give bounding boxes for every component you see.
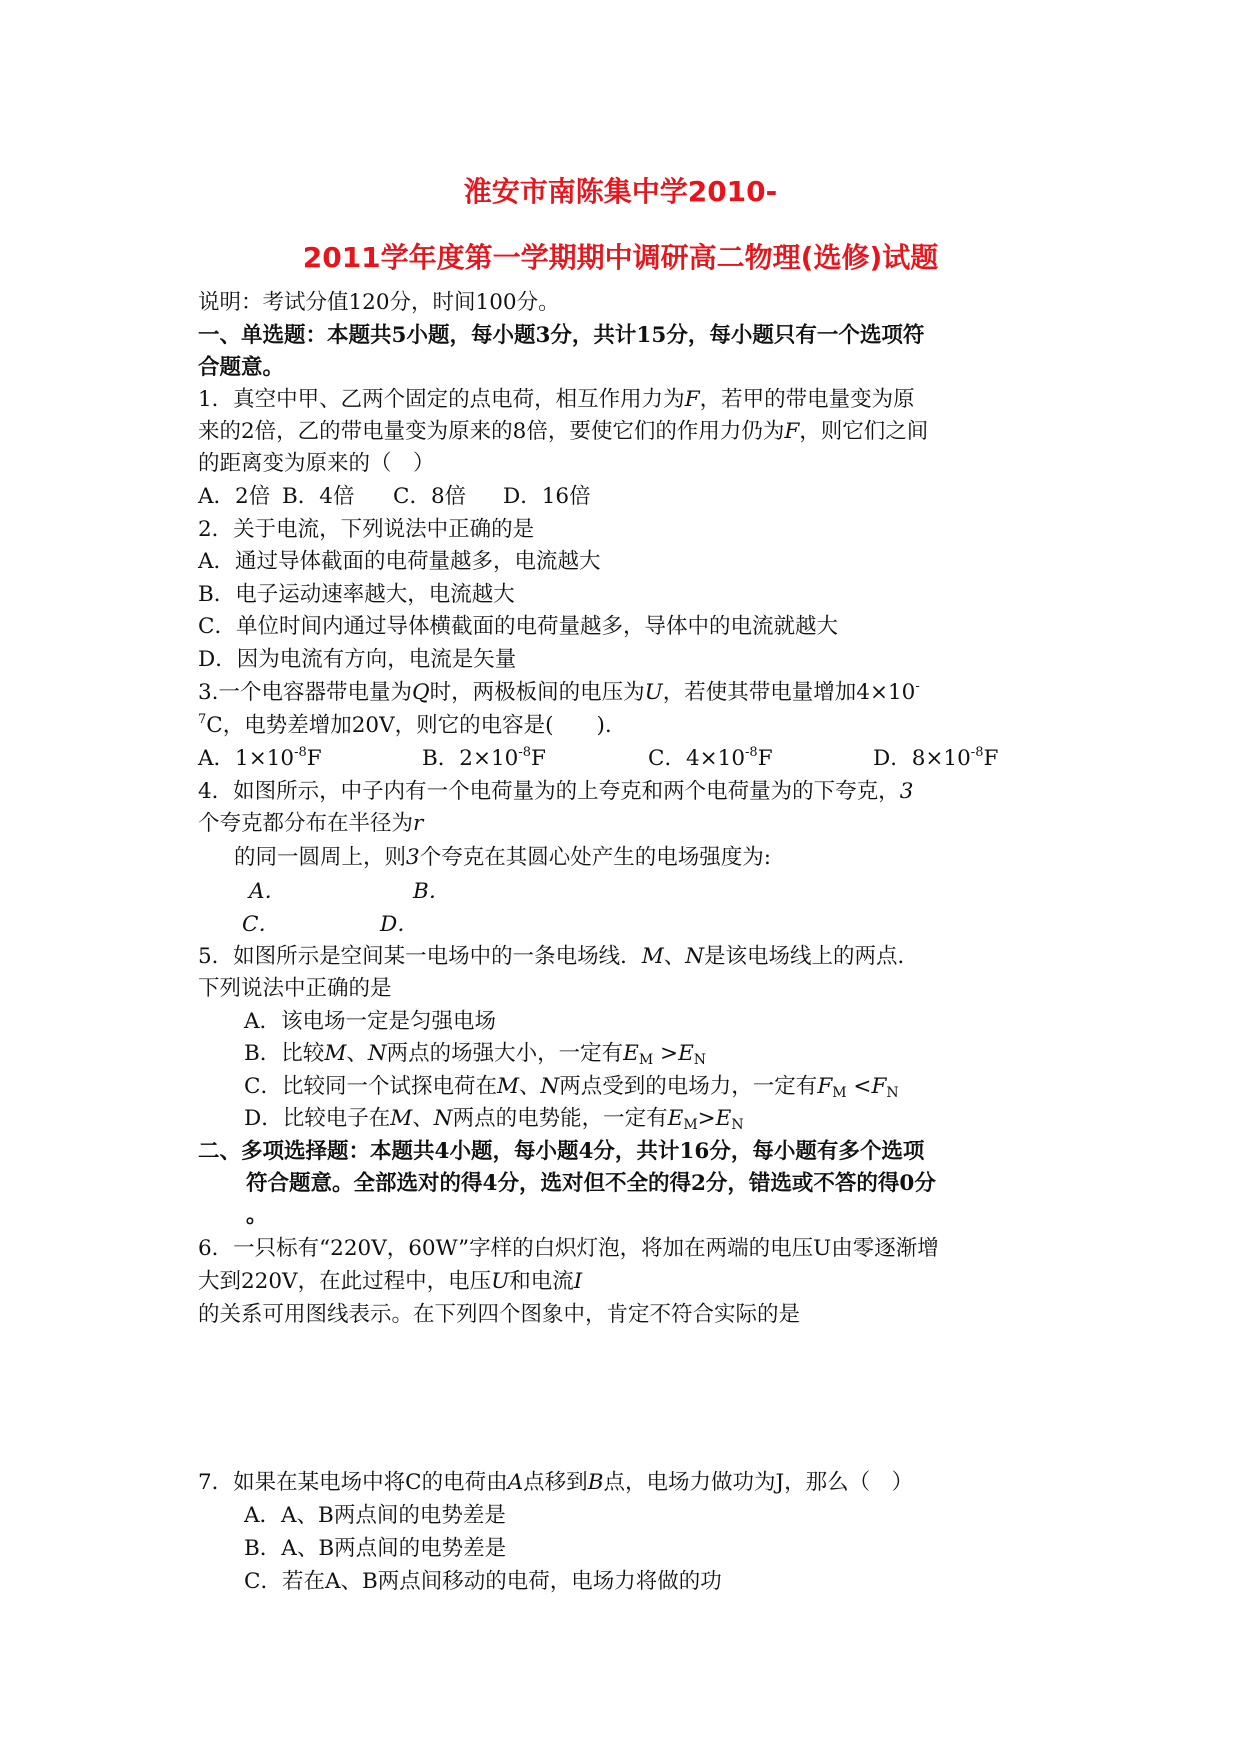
q2-option-a: A．通过导体截面的电荷量越多，电流越大: [198, 549, 601, 574]
q5-option-b: B．比较M、N两点的场强大小，一定有$E_M >E_N$: [244, 1041, 707, 1068]
section2-heading-line2: 符合题意。全部选对的得4分，选对但不全的得2分，错选或不答的得0分: [246, 1171, 936, 1196]
q1-option-c: C．8倍: [393, 484, 467, 509]
q4-option-d: D．: [380, 912, 419, 937]
q1-stem-line2: 来的2倍，乙的带电量变为原来的8倍，要使它们的作用力仍为F，则它们之间: [198, 419, 929, 444]
section2-heading-line1: 二、多项选择题：本题共4小题，每小题4分，共计16分，每小题有多个选项: [198, 1139, 925, 1164]
exam-title-line2: 2011学年度第一学期期中调研高二物理(选修)试题: [302, 241, 939, 274]
q3-option-b: B．$2\times 10^{-8}F$: [422, 745, 546, 771]
q5-stem-line2: 下列说法中正确的是: [198, 976, 392, 1001]
section1-heading-line2: 合题意。: [198, 355, 285, 380]
q7-option-a: A．A、B两点间的电势差是: [244, 1503, 506, 1528]
q3-stem-line2: $^7$C，电势差增加20V，则它的电容是( ).: [198, 712, 612, 738]
q4-stem-line3: 的同一圆周上，则3个夸克在其圆心处产生的电场强度为:: [234, 845, 771, 870]
q4-option-a: A．: [249, 879, 287, 904]
q1-option-a: A．2倍: [198, 484, 271, 509]
section1-heading-line1: 一、单选题：本题共5小题，每小题3分，共计15分，每小题只有一个选项符: [198, 323, 925, 348]
q3-option-c: C．$4\times 10^{-8}F$: [648, 745, 773, 771]
q7-option-c: C．若在A、B两点间移动的电荷，电场力将做的功: [244, 1569, 722, 1594]
q3-option-a: A．$1\times 10^{-8}F$: [198, 745, 322, 771]
q5-option-c: C．比较同一个试探电荷在M、N两点受到的电场力，一定有$F_M <F_N$: [244, 1074, 899, 1101]
q4-option-c: C．: [242, 912, 280, 937]
q2-option-b: B．电子运动速率越大，电流越大: [198, 582, 515, 607]
q2-stem: 2．关于电流，下列说法中正确的是: [198, 517, 535, 542]
q5-stem-line1: 5．如图所示是空间某一电场中的一条电场线．M、N是该电场线上的两点．: [198, 944, 920, 969]
q3-stem-line1: 3.一个电容器带电量为Q时，两极板间的电压为U，若使其带电量增加4×10-: [198, 679, 920, 705]
q1-option-d: D．16倍: [503, 484, 591, 509]
exam-title-line1: 淮安市南陈集中学2010-: [463, 175, 778, 208]
q1-stem-line1: 1．真空中甲、乙两个固定的点电荷，相互作用力为F，若甲的带电量变为原: [198, 387, 915, 412]
q4-stem-line2: 个夸克都分布在半径为r: [198, 811, 424, 836]
q5-option-d: D．比较电子在M、N两点的电势能，一定有$E_M>E_N$: [244, 1106, 744, 1133]
q6-stem-line2: 大到220V，在此过程中，电压U和电流I: [198, 1269, 583, 1294]
q4-stem-line1: 4．如图所示，中子内有一个电荷量为的上夸克和两个电荷量为的下夸克，3: [198, 779, 914, 804]
q2-option-d: D．因为电流有方向，电流是矢量: [198, 647, 517, 672]
section2-heading-line3: 。: [246, 1203, 268, 1228]
q1-option-b: B．4倍: [282, 484, 355, 509]
q6-stem-line3: 的关系可用图线表示。在下列四个图象中，肯定不符合实际的是: [198, 1302, 801, 1327]
q7-stem: 7．如果在某电场中将C的电荷由A点移到B点，电场力做功为J，那么（ ）: [198, 1470, 914, 1495]
q2-option-c: C．单位时间内通过导体横截面的电荷量越多，导体中的电流就越大: [198, 614, 838, 639]
q4-option-b: B．: [413, 879, 451, 904]
q5-option-a: A．该电场一定是匀强电场: [244, 1009, 497, 1034]
q1-stem-line3: 的距离变为原来的（ ）: [198, 451, 435, 476]
q7-option-b: B．A、B两点间的电势差是: [244, 1536, 507, 1561]
q3-option-d: D．$8\times 10^{-8}F$: [873, 745, 999, 771]
exam-intro: 说明：考试分值120分，时间100分。: [198, 290, 560, 315]
q6-stem-line1: 6．一只标有“220V，60W”字样的白炽灯泡，将加在两端的电压U由零逐渐增: [198, 1236, 939, 1261]
